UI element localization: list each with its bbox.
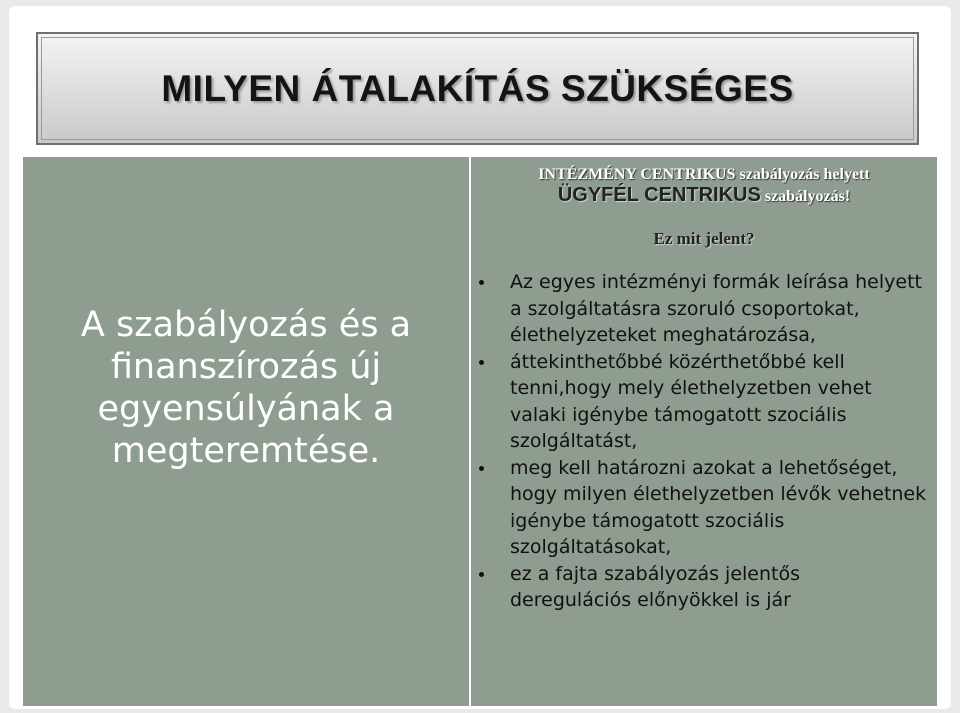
bullet-text: meg kell határozni azokat a lehetőséget, hogy milyen élethelyzetben lévők vehetnek igénybe támogatott szociális szolgáltatásokat, [510,456,927,558]
bullet-item [477,269,927,349]
left-heading-line: finanszírozás új [110,347,382,387]
slide-title: MILYEN ÁTALAKÍTÁS SZÜKSÉGES [161,68,794,109]
bullet-dot-icon [479,572,484,577]
intro-line-2 [471,185,937,207]
bullet-text: Az egyes intézményi formák leírása helyett a szolgáltatásra szoruló csoportokat, élethelyzeteket meghatározása, [510,271,922,346]
question-heading: Ez mit jelent? [653,229,755,248]
left-heading-line: A szabályozás és a [80,305,412,345]
bullet-item [477,349,927,455]
bullet-item [477,455,927,561]
bullet-dot-icon [479,280,484,285]
bullet-dot-icon [479,466,484,471]
right-panel [471,157,937,706]
left-panel [23,157,469,706]
bullet-text: ez a fajta szabályozás jelentős deregulációs előnyökkel is jár [510,562,801,611]
bullet-item [477,561,927,614]
title-box [36,32,919,145]
left-heading [23,304,469,472]
bullet-list [477,269,927,614]
intro-suffix: szabályozás! [760,188,851,205]
bullet-dot-icon [479,360,484,365]
left-heading-line: megteremtése. [111,431,381,471]
intro-emphasis: ÜGYFÉL CENTRIKUS [557,184,761,206]
intro-text [471,165,937,207]
intro-line-1: INTÉZMÉNY CENTRIKUS szabályozás helyett [538,166,870,183]
left-heading-line: egyensúlyának a [97,389,395,429]
bullet-text: áttekinthetőbbé közérthetőbbé kell tenni,hogy mely élethelyzetben vehet valaki igénybe támogatott szociális szolgáltatást, [510,350,872,452]
